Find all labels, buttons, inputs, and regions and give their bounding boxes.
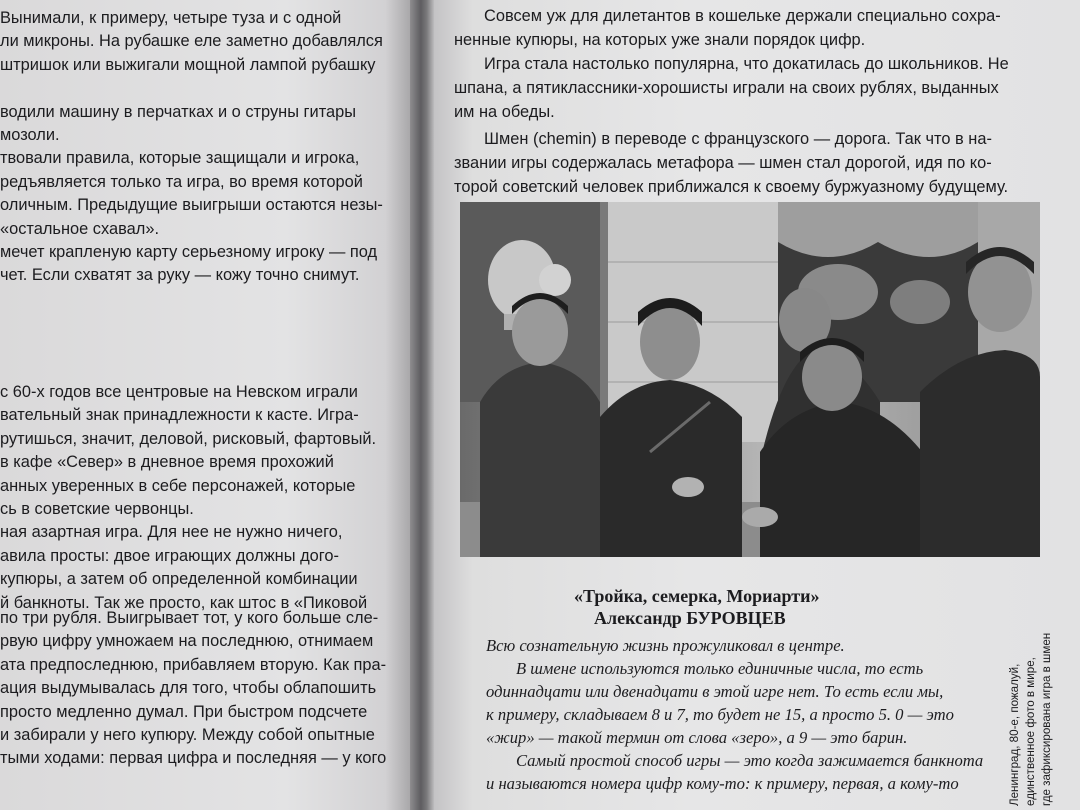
text-line: водили машину в перчатках и о струны гитары — [0, 103, 357, 121]
text-line: й банкноты. Так же просто, как штос в «Пиковой — [0, 594, 368, 612]
text-line: звании игры содержалась метафора — шмен стал дорогой, идя по ко- — [454, 154, 992, 172]
book-spine — [410, 0, 434, 810]
text-line: твовали правила, которые защищали и игрока, — [0, 149, 360, 167]
text-line: тыми ходами: первая цифра и последняя — у кого — [0, 749, 387, 767]
text-line: ата предпоследнюю, прибавляем вторую. Как пра- — [0, 656, 387, 674]
text-line: ация выдумывалась для того, чтобы облапошить — [0, 679, 377, 697]
text-line: рутишься, значит, деловой, рисковый, фартовый. — [0, 430, 377, 448]
text-line: сь в советские червонцы. — [0, 500, 194, 518]
text-line: им на обеды. — [454, 103, 555, 121]
text-line: с 60-х годов все центровые на Невском играли — [0, 383, 358, 401]
text-line: штришок или выжигали мощной лампой рубашку — [0, 56, 376, 74]
text-line: рвую цифру умножаем на последнюю, отнимаем — [0, 632, 374, 650]
text-line: просто медленно думал. При быстром подсчете — [0, 703, 368, 721]
text-line: «остальное схавал». — [0, 220, 160, 238]
text-line: купюры, а затем об определенной комбинации — [0, 570, 358, 588]
quote-line: одиннадцати или двенадцати в этой игре нет. То есть если мы, — [486, 682, 944, 701]
caption-line: Ленинград, 80-е, пожалуй, — [1008, 663, 1021, 806]
text-line: авила просты: двое играющих должны дого- — [0, 547, 339, 565]
text-line: торой советский человек приближался к своему буржуазному будущему. — [454, 178, 1009, 196]
photo-men-playing-shmen — [460, 202, 1040, 557]
text-line: мозоли. — [0, 126, 60, 144]
quote-line: к примеру, складываем 8 и 7, то будет не 15, а просто 5. 0 — это — [486, 705, 954, 724]
text-line: и забирали у него купюру. Между собой опытные — [0, 726, 375, 744]
photo-caption — [1006, 556, 1080, 810]
text-line: Игра стала настолько популярна, что докатилась до школьников. Не — [484, 55, 1009, 73]
quote-line: В шмене используются только единичные числа, то есть — [516, 659, 924, 678]
right-page — [434, 0, 1080, 810]
quote-line: «жир» — такой термин от слова «зеро», а 9 — это барин. — [486, 728, 908, 747]
quote-line: и называются номера цифр кому-то: к примеру, первая, а кому-то — [486, 774, 959, 793]
text-line: Вынимали, к примеру, четыре туза и с одной — [0, 9, 342, 27]
text-line: в кафе «Север» в дневное время прохожий — [0, 453, 334, 471]
text-line: вательный знак принадлежности к касте. Игра- — [0, 406, 359, 424]
text-line: редъявляется только та игра, во время которой — [0, 173, 363, 191]
text-line: по три рубля. Выигрывает тот, у кого больше сле- — [0, 609, 379, 627]
caption-line: единственное фото в мире, — [1024, 657, 1037, 806]
text-line: ненные купюры, на которых уже знали порядок цифр. — [454, 31, 866, 49]
quote-title: «Тройка, семерка, Мориарти» — [574, 586, 820, 606]
text-line: анных уверенных в себе персонажей, которые — [0, 477, 356, 495]
left-page — [0, 0, 410, 810]
text-line: чет. Если схватят за руку — кожу точно снимут. — [0, 266, 360, 284]
text-line: Шмен (chemin) в переводе с французского — дорога. Так что в на- — [484, 130, 992, 148]
text-line: оличным. Предыдущие выигрыши остаются незы- — [0, 196, 383, 214]
text-line: Совсем уж для дилетантов в кошельке держали специально сохра- — [484, 7, 1001, 25]
text-line: мечет крапленую карту серьезному игроку — под — [0, 243, 378, 261]
text-line: ли микроны. На рубашке еле заметно добавлялся — [0, 32, 383, 50]
quote-line: Самый простой способ игры — это когда зажимается банкнота — [516, 751, 984, 770]
caption-line: где зафиксирована игра в шмен — [1040, 632, 1053, 806]
quote-line: Всю сознательную жизнь прожуликовал в центре. — [486, 636, 845, 655]
text-line: шпана, а пятиклассники-хорошисты играли на своих рублях, выданных — [454, 79, 999, 97]
text-line: ная азартная игра. Для нее не нужно ничего, — [0, 523, 343, 541]
quote-author: Александр БУРОВЦЕВ — [594, 608, 786, 628]
